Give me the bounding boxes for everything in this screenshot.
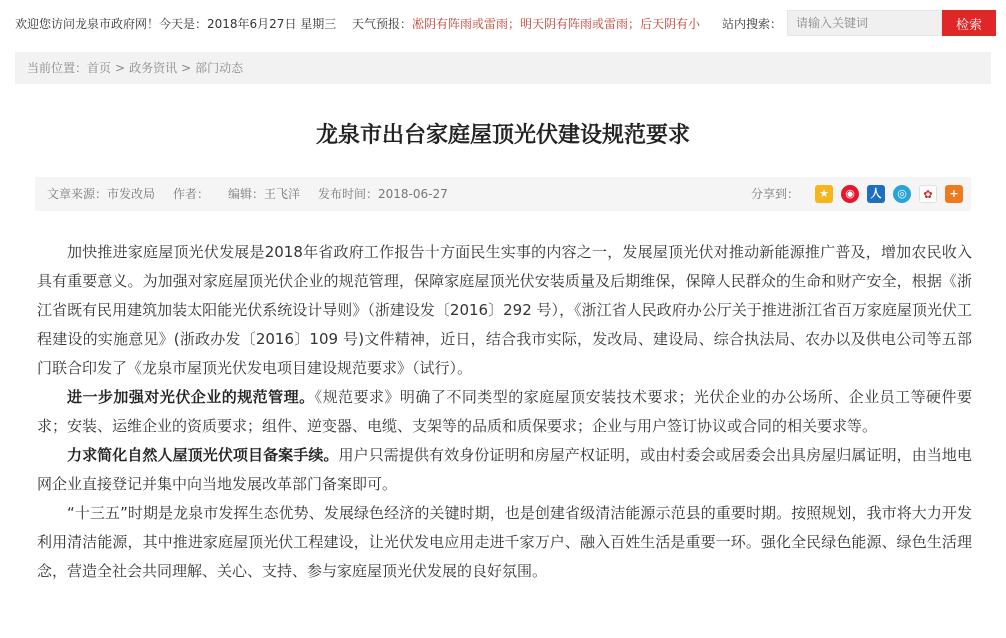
renren-icon[interactable]: 人 <box>867 185 885 203</box>
more-icon[interactable]: + <box>945 185 963 203</box>
weather-label: 天气预报： <box>352 17 413 31</box>
search-input[interactable] <box>787 10 942 36</box>
article-title: 龙泉市出台家庭屋顶光伏建设规范要求 <box>315 123 690 148</box>
article-author: 作者： <box>173 187 210 201</box>
article-paragraph <box>37 238 972 383</box>
article-paragraph <box>37 499 972 586</box>
article-source: 文章来源：市发改局 <box>47 187 156 201</box>
breadcrumb-separator: > <box>181 61 192 75</box>
paragraph-lead: 进一步加强对光伏企业的规范管理。 <box>67 388 315 406</box>
paragraph-lead: 力求简化自然人屋顶光伏项目备案手续。 <box>67 446 339 464</box>
article-date: 发布时间：2018-06-27 <box>318 187 448 201</box>
breadcrumb-prefix: 当前位置： <box>27 61 88 75</box>
breadcrumb-department-news[interactable]: 部门动态 <box>195 61 244 75</box>
qzone-icon[interactable]: ★ <box>815 185 833 203</box>
article-body <box>37 238 972 586</box>
weather-forecast <box>352 15 705 32</box>
paragraph-text: “十三五”时期是龙泉市发挥生态优势、发展绿色经济的关键时期，也是创建省级清洁能源示范县的重要时期。按照规划，我市将大力开发利用清洁能源，其中推进家庭屋顶光伏工程建设，让光伏发电应用走进千家万户、融入百姓生活是重要一环。强化全民绿色能源、绿色生活理念，营造全社会共同理解、关心、支持、参与家庭屋顶光伏发展的良好氛围。 <box>37 504 972 580</box>
paragraph-text: 加快推进家庭屋顶光伏发展是2018年省政府工作报告十方面民生实事的内容之一，发展屋顶光伏对推动新能源推广普及，增加农民收入具有重要意义。为加强对家庭屋顶光伏企业的规范管理，保障家庭屋顶光伏安装质量及后期维保，保障人民群众的生命和财产安全，根据《浙江省既有民用建筑加装太阳能光伏系统设计导则》（浙建设发〔2016〕292 号），《浙江省人民政府办公厅关于推进浙江省百万家庭屋顶光伏工程建设的实施意见》(浙政办发〔2016〕109 号)文件精神，近日，结合我市实际，发改局、建设局、综合执法局、农办以及供电公司等五部门联合印发了《龙泉市屋顶光伏发电项目建设规范要求》（试行）。 <box>37 243 972 377</box>
breadcrumb-home[interactable]: 首页 <box>87 61 112 75</box>
weibo-icon[interactable]: ◉ <box>841 185 859 203</box>
search-label: 站内搜索： <box>722 17 783 31</box>
welcome-text: 欢迎您访问龙泉市政府网！今天是：2018年6月27日 星期三 <box>15 17 337 31</box>
breadcrumb <box>15 52 991 84</box>
article-paragraph <box>37 383 972 441</box>
article-editor: 编辑：王飞洋 <box>228 187 301 201</box>
weather-text: 凇阴有阵雨或雷雨；明天阴有阵雨或雷雨；后天阴有小 <box>412 17 701 31</box>
article-paragraph <box>37 441 972 499</box>
baidu-icon[interactable]: ✿ <box>919 185 937 203</box>
tencent-weibo-icon[interactable]: ◎ <box>893 185 911 203</box>
share-label: 分享到： <box>750 187 799 201</box>
top-bar <box>0 0 1006 46</box>
search-button[interactable]: 检索 <box>942 10 996 36</box>
breadcrumb-news[interactable]: 政务资讯 <box>129 61 178 75</box>
share-bar <box>751 177 963 211</box>
breadcrumb-separator: > <box>115 61 126 75</box>
paragraph-text: 《规范要求》明确了不同类型的家庭屋顶安装技术要求；光伏企业的办公场所、企业员工等硬件要求；安装、运维企业的资质要求；组件、逆变器、电缆、支架等的品质和质保要求；企业与用户签订协议或合同的相关要求等。 <box>37 388 972 435</box>
article-meta <box>35 177 971 211</box>
paragraph-text: 用户只需提供有效身份证明和房屋产权证明，或由村委会或居委会出具房屋归属证明，由当地电网企业直接登记并集中向当地发展改革部门备案即可。 <box>37 446 972 493</box>
